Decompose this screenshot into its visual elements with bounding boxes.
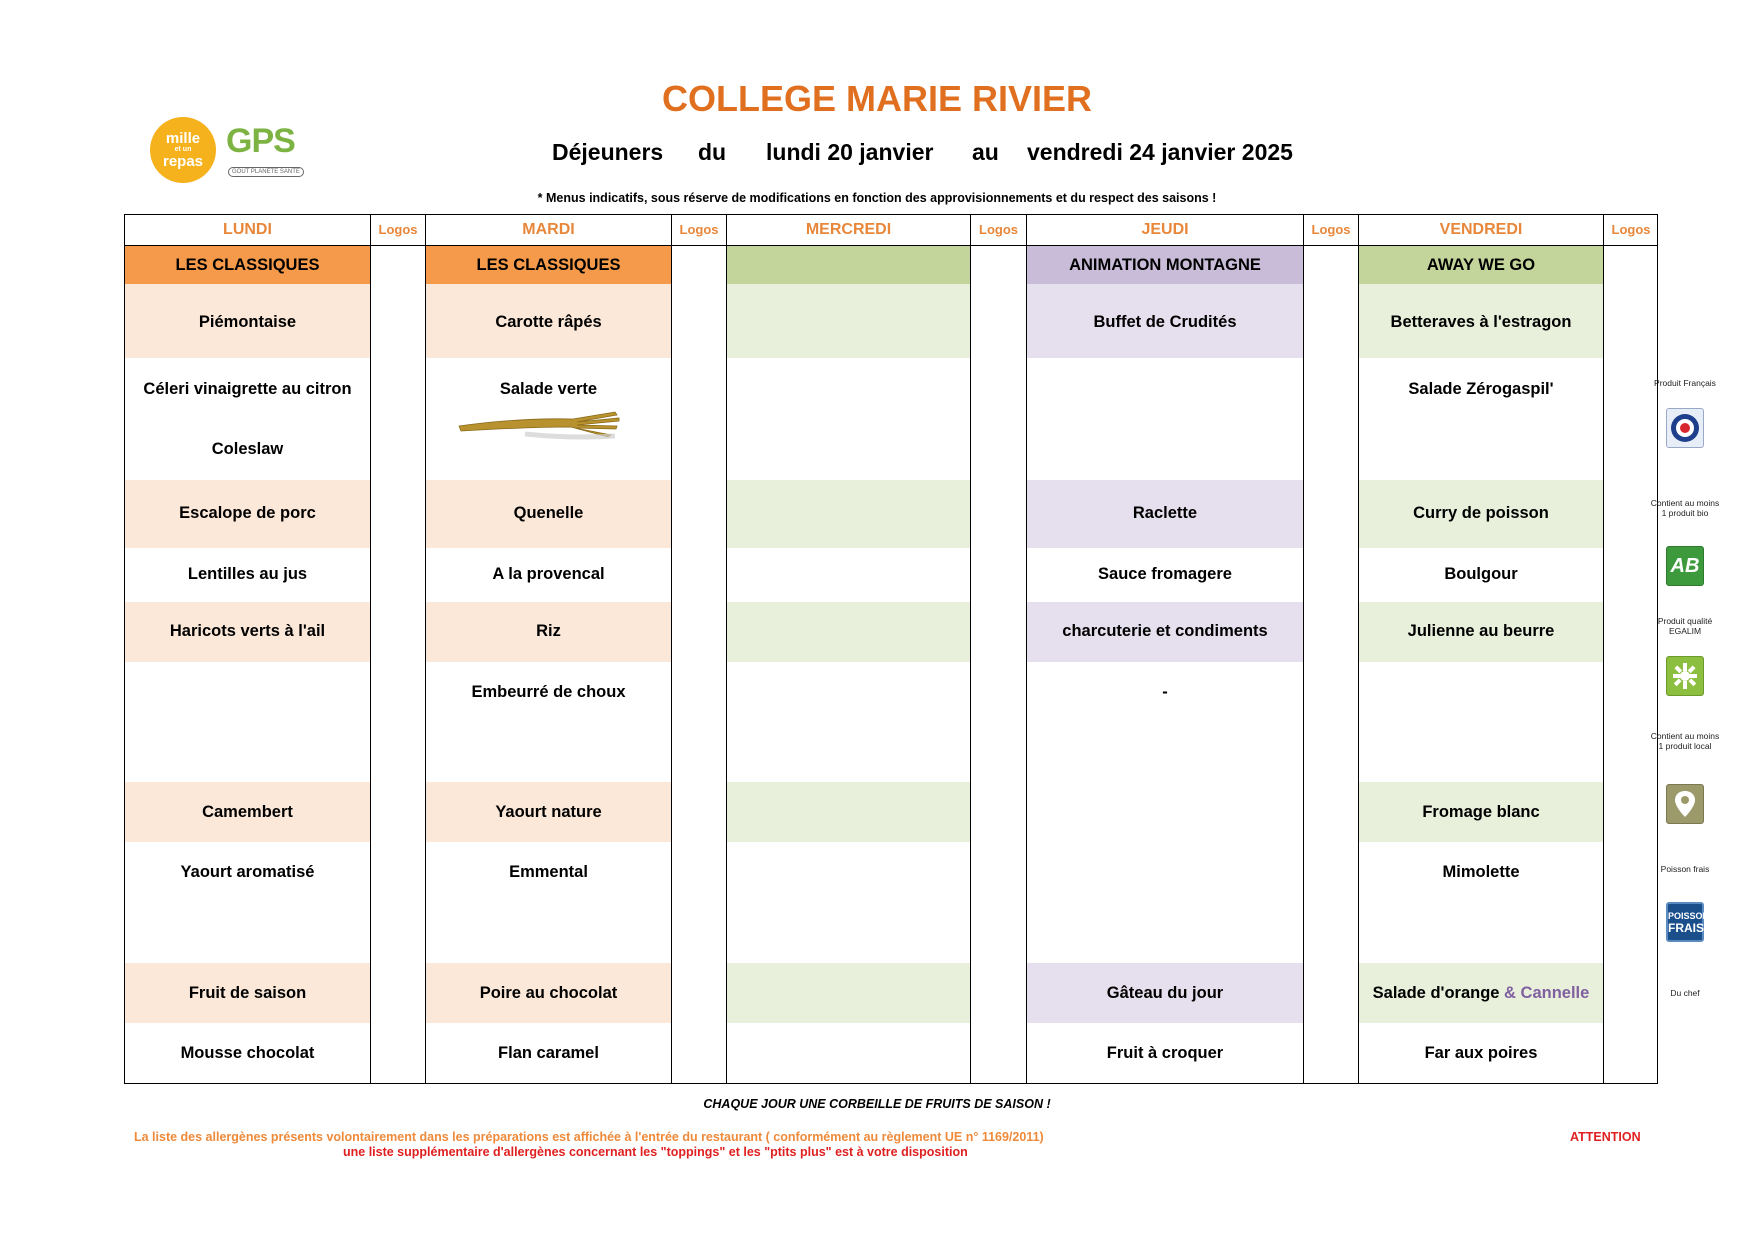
header-au: au xyxy=(972,139,999,165)
day-header-mercredi: MERCREDI xyxy=(805,221,892,238)
day-header-vendredi: VENDREDI xyxy=(1439,221,1523,238)
column-divider xyxy=(1358,214,1359,1084)
logos-header: Logos xyxy=(1311,222,1351,237)
column-divider xyxy=(1026,214,1027,1084)
menu-item-mardi-dessert-1: Poire au chocolat xyxy=(479,984,618,1002)
gps-logo xyxy=(226,122,314,178)
menu-item-jeudi-side-3: - xyxy=(1162,683,1168,701)
day-header-jeudi: JEUDI xyxy=(1141,221,1189,238)
footer-allergen-extra: une liste supplémentaire d'allergènes concernant les "toppings" et les "ptits plus" est à votre disposition xyxy=(343,1145,968,1159)
column-divider xyxy=(1303,214,1304,1084)
french-roundel-icon xyxy=(1666,408,1704,448)
gps-logo-subtitle: GOÛT PLANÈTE SANTÉ xyxy=(228,167,304,177)
footer-attention: ATTENTION xyxy=(1570,1130,1641,1144)
menu-item-jeudi-plat: Raclette xyxy=(1132,504,1198,522)
menu-table xyxy=(124,214,1658,1084)
menu-item-lundi-fromage-1: Camembert xyxy=(202,803,293,821)
menu-item-mardi-entree-1: Carotte râpés xyxy=(495,313,602,331)
menu-item-vendredi-plat: Curry de poisson xyxy=(1413,504,1549,522)
dessert-text-part-1: Salade d'orange xyxy=(1372,984,1500,1002)
menu-item-jeudi-entree-1: Buffet de Crudités xyxy=(1093,313,1237,331)
dessert-text-part-2: & Cannelle xyxy=(1504,984,1590,1002)
menu-item-mardi-dessert-2: Flan caramel xyxy=(498,1044,599,1062)
menu-item-lundi-entree-2: Céleri vinaigrette au citron xyxy=(143,380,352,398)
menu-item-mardi-fromage-1: Yaourt nature xyxy=(495,803,602,821)
menu-item-vendredi-fromage-2: Mimolette xyxy=(1442,863,1520,881)
menu-item-lundi-entree-1: Piémontaise xyxy=(198,313,297,331)
menu-item-lundi-plat: Escalope de porc xyxy=(179,504,316,522)
menu-item-vendredi-entree-1: Betteraves à l'estragon xyxy=(1390,313,1572,331)
legend-label-poisson: Poisson frais xyxy=(1660,864,1710,874)
menu-item-lundi-entree-3: Coleslaw xyxy=(211,440,284,458)
menu-item-jeudi-side-1: Sauce fromagere xyxy=(1098,565,1232,583)
footer-allergen-notice: La liste des allergènes présents volontairement dans les préparations est affichée à l'entrée du restaurant ( conformément au règlement UE n° 1169/2011) xyxy=(134,1130,1044,1144)
mille-logo-text-bottom: repas xyxy=(162,153,204,170)
header-end-date: vendredi 24 janvier 2025 xyxy=(1027,139,1293,165)
menu-item-vendredi-dessert-1 xyxy=(1359,983,1603,1003)
mille-et-un-repas-logo xyxy=(150,117,216,183)
menu-item-lundi-side-1: Lentilles au jus xyxy=(187,565,308,583)
gps-logo-text: GPS xyxy=(226,122,295,160)
logos-header: Logos xyxy=(1611,222,1651,237)
day-header-mardi: MARDI xyxy=(522,221,575,238)
header-dejeuners: Déjeuners xyxy=(552,139,664,165)
page-title: COLLEGE MARIE RIVIER xyxy=(661,78,1093,119)
fresh-fish-icon xyxy=(1666,902,1710,942)
disclaimer: * Menus indicatifs, sous réserve de modifications en fonction des approvisionnements et du respect des saisons ! xyxy=(537,191,1217,205)
theme-band-vendredi: AWAY WE GO xyxy=(1359,246,1603,284)
menu-item-lundi-fromage-2: Yaourt aromatisé xyxy=(180,863,315,881)
column-divider xyxy=(970,214,971,1084)
theme-band-lundi: LES CLASSIQUES xyxy=(125,246,370,284)
logos-header: Logos xyxy=(378,222,418,237)
menu-item-mardi-fromage-2: Emmental xyxy=(509,863,588,881)
fish-icon-text-bottom: FRAIS xyxy=(1668,921,1704,935)
day-header-lundi: LUNDI xyxy=(223,221,272,238)
menu-item-jeudi-dessert-1: Gâteau du jour xyxy=(1106,984,1224,1002)
menu-item-jeudi-dessert-2: Fruit à croquer xyxy=(1106,1044,1224,1062)
fork-icon xyxy=(455,400,630,442)
logos-header: Logos xyxy=(679,222,719,237)
column-divider xyxy=(726,214,727,1084)
menu-item-jeudi-side-2: charcuterie et condiments xyxy=(1062,622,1268,640)
mille-logo-text-top: mille xyxy=(165,130,201,147)
local-pin-icon xyxy=(1666,784,1704,824)
legend-label-chef: Du chef xyxy=(1670,988,1700,998)
menu-item-mardi-side-1: A la provencal xyxy=(492,565,605,583)
legend-label-bio: Contient au moins 1 produit bio xyxy=(1650,498,1720,518)
theme-band-jeudi: ANIMATION MONTAGNE xyxy=(1027,246,1303,284)
organic-ab-icon: AB xyxy=(1666,546,1704,586)
fish-icon-text-top: POISSON xyxy=(1668,911,1710,921)
column-divider xyxy=(425,214,426,1084)
column-divider xyxy=(671,214,672,1084)
header-start-date: lundi 20 janvier xyxy=(766,139,934,165)
menu-item-lundi-side-2: Haricots verts à l'ail xyxy=(169,622,326,640)
menu-item-vendredi-side-1: Boulgour xyxy=(1444,565,1518,583)
menu-item-lundi-dessert-2: Mousse chocolat xyxy=(180,1044,315,1062)
header-row-divider xyxy=(124,245,1658,246)
logos-header: Logos xyxy=(979,222,1018,237)
legend-label-egalim: Produit qualité EGALIM xyxy=(1657,616,1713,636)
legend-label-local: Contient au moins 1 produit local xyxy=(1650,731,1720,751)
menu-item-lundi-dessert-1: Fruit de saison xyxy=(188,984,307,1002)
menu-item-vendredi-dessert-2: Far aux poires xyxy=(1424,1044,1538,1062)
mille-logo-text-mid: et un xyxy=(174,146,192,153)
legend-label-francais: Produit Français xyxy=(1654,378,1716,388)
theme-band-mardi: LES CLASSIQUES xyxy=(426,246,671,284)
menu-item-mardi-side-3: Embeurré de choux xyxy=(471,683,626,701)
menu-item-mardi-side-2: Riz xyxy=(536,622,561,640)
header-du: du xyxy=(698,139,727,165)
footer-fruits-notice: CHAQUE JOUR UNE CORBEILLE DE FRUITS DE SAISON ! xyxy=(703,1097,1051,1111)
menu-item-mardi-plat: Quenelle xyxy=(513,504,584,522)
egalim-quality-icon xyxy=(1666,656,1704,696)
menu-item-vendredi-entree-2: Salade Zérogaspil' xyxy=(1408,380,1554,398)
menu-item-vendredi-fromage-1: Fromage blanc xyxy=(1422,803,1540,821)
menu-item-mardi-entree-2: Salade verte xyxy=(499,380,598,398)
column-divider xyxy=(1603,214,1604,1084)
menu-item-vendredi-side-2: Julienne au beurre xyxy=(1407,622,1555,640)
column-divider xyxy=(370,214,371,1084)
